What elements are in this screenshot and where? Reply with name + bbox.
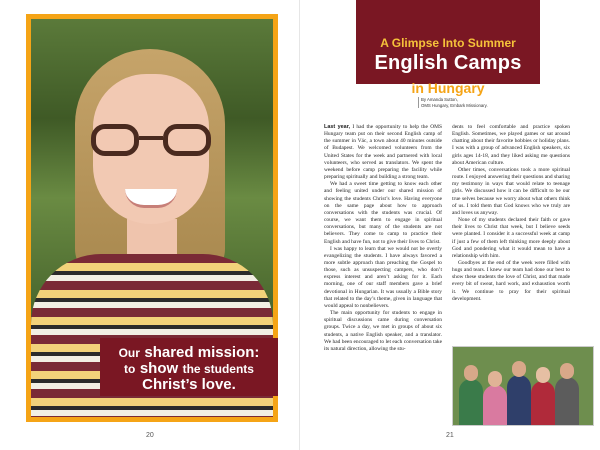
- title-banner: [356, 0, 540, 84]
- pull-quote: [100, 338, 278, 396]
- caption-phrase: shared mission:: [144, 344, 260, 361]
- page-number-left: 20: [146, 432, 154, 439]
- paragraph: dents to feel comfortable and practice spoken English. Sometimes, we played games or sat around chatting about their favorite hobbies or holiday plans. I was with a group of advanced English speakers, six girls ages 14-18, and they liked asking me questions about American culture.: [452, 124, 570, 166]
- paragraph: None of my students declared their faith or gave their lives to Christ that week, but I believe seeds were planted. I consider it a successful week at camp if just a few of them left thinking more deeply about God and pondering what it would mean to have a relationship with him.: [452, 217, 570, 259]
- right-page: [300, 0, 600, 450]
- paragraph: The main opportunity for students to engage in spiritual discussions came during conversation groups. Twice a day, we met in groups of about six students, a native English speaker, and a translator. We had been encouraged to let each conversation take its natural direction, allowing the stu-: [324, 310, 442, 352]
- paragraph: We had a sweet time getting to know each other and feeling united under our shared mission of showing the students Christ’s love. Having everyone on the same page about how to approach conversations with the students was crucial. Of course, we want them to engage in spiritual conversations, but many of the students are not believers. They come to camp to practice their English and have fun, not to give their lives to Christ.: [324, 181, 442, 245]
- title-line-3: in Hungary: [411, 80, 485, 96]
- paragraph: Last year, I had the opportunity to help the OMS Hungary team put on their second English camp of the summer in Vác, a town about 40 minutes outside of Budapest. We welcomed volunteers from the United States for the week and partnered with local volunteers, who served as translators. We spent the weekend before camp preparing the facility while preparing spiritually and building a strong team.: [324, 124, 443, 181]
- page-number-right: 21: [446, 432, 454, 439]
- article-column-1: [324, 124, 442, 424]
- caption-word: to: [124, 362, 136, 376]
- caption-phrase: Christ’s love.: [142, 376, 236, 393]
- paragraph: I was happy to learn that we would not be overtly evangelizing the students. I have always favored a more subtle approach than preaching the Gospel to those, such as unsuspecting campers, who don’t express interest and aren’t asking for it. Each morning, one of our staff members gave a brief devotional in Hungarian. It was usually a Bible story that related to the day’s theme, given in language that would appeal to nonbelievers.: [324, 245, 442, 309]
- caption-word: show: [139, 360, 179, 377]
- caption-phrase: the students: [182, 362, 254, 376]
- paragraph: Other times, conversations took a more spiritual route. I enjoyed answering their questions and sharing my testimony in ways that would relate to teenage girls. We discussed how it can be difficult to be our true selves because we worry about what others think of us. I told them that God knows who we truly are and loves us anyway.: [452, 166, 570, 216]
- paragraph: Goodbyes at the end of the week were filled with hugs and tears. I knew our team had done our best to show these students the love of Christ, and that made every bit of sweat, hard work, and exhaustion worth it. We continue to pray for their spiritual development.: [452, 259, 570, 302]
- group-photo: [452, 346, 594, 426]
- title-line-1: A Glimpse Into Summer: [380, 36, 516, 50]
- caption-word: Our: [118, 346, 140, 360]
- title-line-2: English Camps: [374, 52, 522, 74]
- byline: By Amanda Sutton, OMS Hungary, Embark Missionary.: [418, 97, 541, 108]
- article-column-2: [452, 124, 570, 344]
- glasses: [91, 124, 211, 160]
